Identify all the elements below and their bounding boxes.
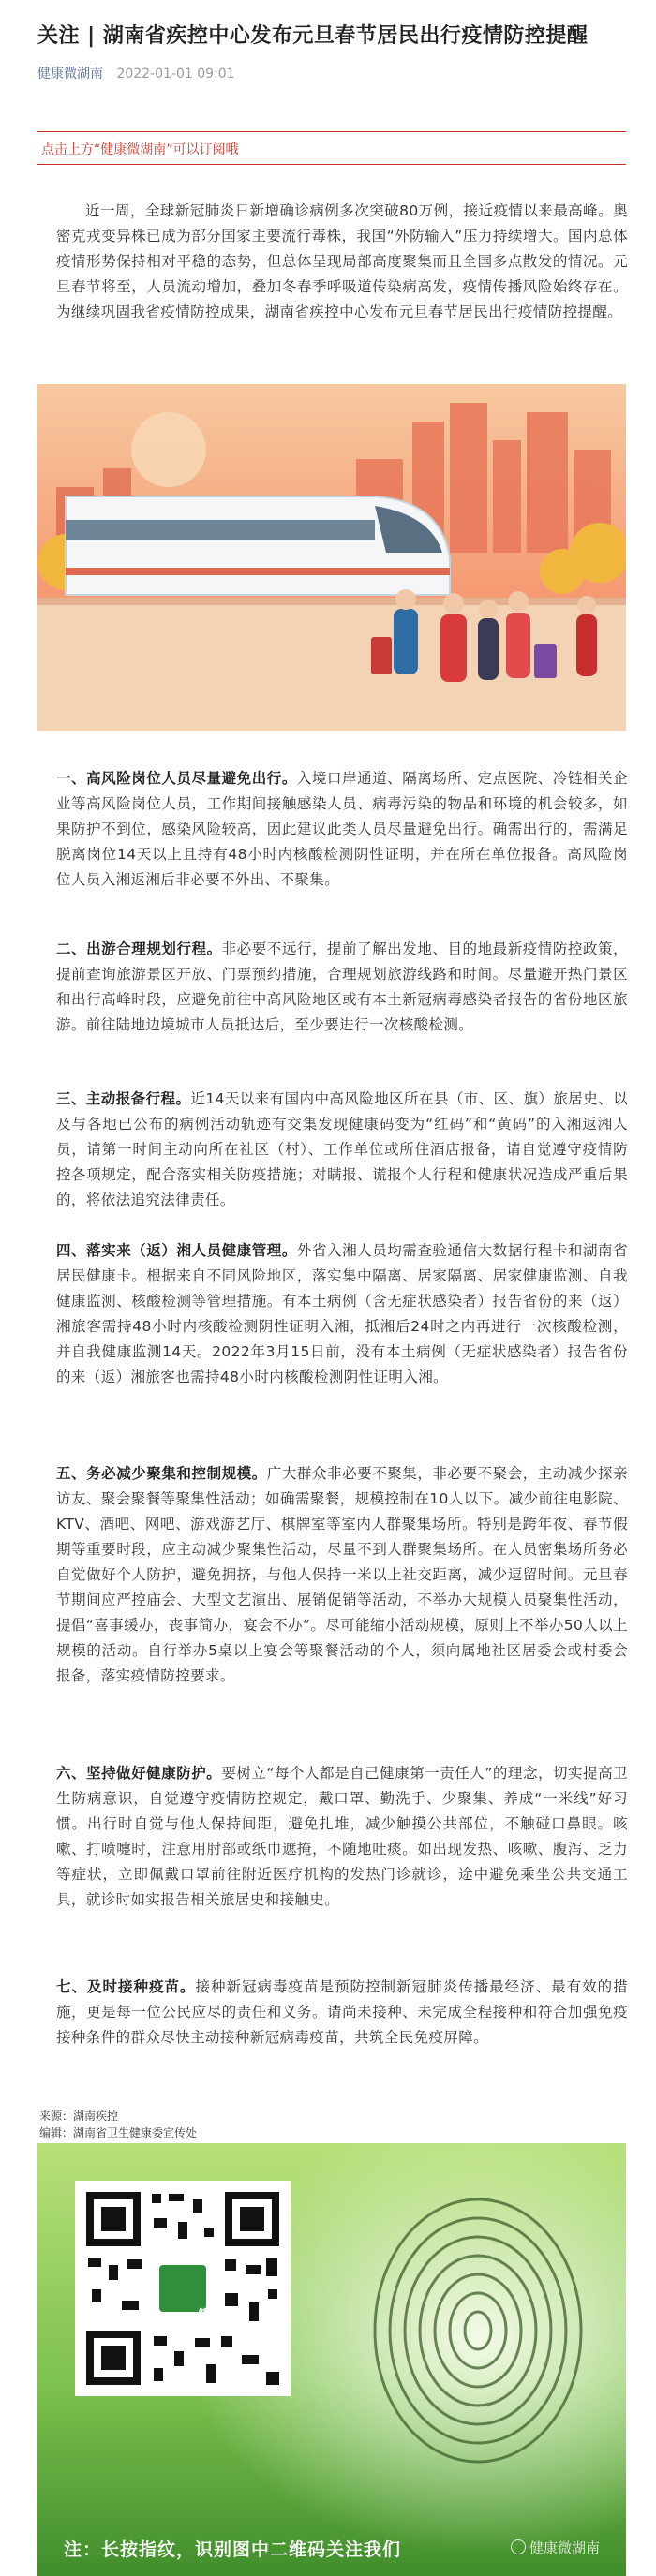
section-3 bbox=[56, 1087, 628, 1213]
section-7 bbox=[56, 1975, 628, 2050]
section-6-heading: 六、坚持做好健康防护。 bbox=[56, 1765, 222, 1782]
watermark-text: 健康微湖南 bbox=[529, 2539, 600, 2556]
section-2 bbox=[56, 937, 628, 1038]
editor-line: 编辑：湖南省卫生健康委宣传处 bbox=[39, 2126, 198, 2139]
intro-paragraph: 近一周，全球新冠肺炎日新增确诊病例多次突破80万例，接近疫情以来最高峰。奥密克戎变异株已成为部分国家主要流行毒株，我国“外防输入”压力持续增大。国内总体疫情形势保持相对平稳的态势，但总体呈现局部高度聚集而且全国多点散发的情况。元旦春节将至，人员流动增加，叠加冬春季呼吸道传染病高发，疫情传播风险始终存在。为继续巩固我省疫情防控成果，湖南省疾控中心发布元旦春节居民出行疫情防控提醒。 bbox=[56, 202, 628, 320]
section-2-body: 非必要不远行，提前了解出发地、目的地最新疫情防控政策，提前查询旅游景区开放、门票预约措施，合理规划旅游线路和时间。尽量避开热门景区和出行高峰时段，应避免前往中高风险地区或有本土新冠病毒感染者报告的省份地区旅游。前往陆地边境城市人员抵达后，至少要进行一次核酸检测。 bbox=[56, 940, 628, 1033]
section-4-heading: 四、落实来（返）湘人员健康管理。 bbox=[56, 1242, 297, 1259]
section-4-body: 外省入湘人员均需查验通信大数据行程卡和湖南省居民健康卡。根据来自不同风险地区，落实集中隔离、居家隔离、居家健康监测、自我健康监测、核酸检测等管理措施。有本土病例（含无症状感染者）报告省份的来（返）湘旅客需持48小时内核酸检测阴性证明入湘，抵湘后24时之内再进行一次核酸检测，并自我健康监测14天。2022年3月15日前，没有本土病例（无症状感染者）报告省份的来（返）湘旅客也需持48小时内核酸检测阴性证明入湘。 bbox=[56, 1242, 628, 1385]
section-7-heading: 七、及时接种疫苗。 bbox=[56, 1978, 196, 1995]
section-6 bbox=[56, 1761, 628, 1913]
qr-follow-banner bbox=[37, 2143, 626, 2576]
publish-date: 2022-01-01 09:01 bbox=[116, 67, 235, 81]
wechat-icon bbox=[511, 2539, 526, 2554]
section-3-body: 近14天以来有国内中高风险地区所在县（市、区、旗）旅居史、以及与各地已公布的病例活动轨迹有交集发现健康码变为“红码”和“黄码”的入湘返湘人员，请第一时间主动向所在社区（村）、工作单位或所住酒店报备，请自觉遵守疫情防控各项规定，配合落实相关防疫措施；对瞒报、谎报个人行程和健康状况造成严重后果的，将依法追究法律责任。 bbox=[56, 1090, 628, 1208]
subscribe-banner bbox=[37, 131, 626, 165]
section-4 bbox=[56, 1238, 628, 1390]
section-5-heading: 五、务必减少聚集和控制规模。 bbox=[56, 1465, 267, 1482]
qr-logo: 健康湖南 bbox=[197, 2307, 243, 2320]
section-6-body: 要树立“每个人都是自己健康第一责任人”的理念，切实提高卫生防病意识，自觉遵守疫情防控规定，戴口罩、勤洗手、少聚集、养成“一米线”好习惯。出行时自觉与他人保持间距，避免扎堆，减少触摸公共部位，不触碰口鼻眼。咳嗽、打喷嚏时，注意用肘部或纸巾遮掩，不随地吐痰。如出现发热、咳嗽、腹泻、乏力等症状，立即佩戴口罩前往附近医疗机构的发热门诊就诊，途中避免乘坐公共交通工具，就诊时如实报告相关旅居史和接触史。 bbox=[56, 1765, 629, 1908]
source-line: 来源：湖南疾控 bbox=[39, 2110, 119, 2123]
qr-caption: 注：长按指纹，识别图中二维码关注我们 bbox=[64, 2539, 402, 2560]
section-7-body: 接种新冠病毒疫苗是预防控制新冠肺炎传播最经济、最有效的措施，更是每一位公民应尽的责任和义务。请尚未接种、未完成全程接种和符合加强免疫接种条件的群众尽快主动接种新冠病毒疫苗，共筑全民免疫屏障。 bbox=[56, 1978, 628, 2046]
section-5 bbox=[56, 1461, 628, 1689]
article-title: 关注 | 湖南省疾控中心发布元旦春节居民出行疫情防控提醒 bbox=[37, 24, 589, 48]
train-station-illustration bbox=[37, 384, 626, 731]
section-2-heading: 二、出游合理规划行程。 bbox=[56, 940, 222, 957]
section-5-body: 广大群众非必要不聚集，非必要不聚会，主动减少探亲访友、聚会聚餐等聚集性活动；如确需聚餐，规模控制在10人以下。减少前往电影院、KTV、酒吧、网吧、游戏游艺厅、棋牌室等室内人群聚集场所。特别是跨年夜、春节假期等重要时段，应主动减少聚集性活动，尽量不到人群聚集场所。在人员密集场所务必自觉做好个人防护，避免拥挤，与他人保持一米以上社交距离，减少逗留时间。元旦春节期间应严控庙会、大型文艺演出、展销促销等活动，不举办大规模人员聚集性活动，提倡“喜事缓办，丧事简办，宴会不办”。尽可能缩小活动规模，原则上不举办50人以上规模的活动。自行举办5桌以上宴会等聚餐活动的个人，须向属地社区居委会或村委会报备，落实疫情防控要求。 bbox=[56, 1465, 628, 1684]
section-1-heading: 一、高风险岗位人员尽量避免出行。 bbox=[56, 770, 297, 787]
article-meta bbox=[37, 64, 235, 82]
section-1 bbox=[56, 766, 628, 893]
account-link[interactable]: 健康微湖南 bbox=[37, 67, 103, 81]
section-1-body: 入境口岸通道、隔离场所、定点医院、冷链相关企业等高风险岗位人员，工作期间接触感染人员、病毒污染的物品和环境的机会较多，如果防护不到位，感染风险较高，因此建议此类人员尽量避免出行。确需出行的，需满足脱离岗位14天以上且持有48小时内核酸检测阴性证明，并在所在单位报备。高风险岗位人员入湘返湘后非必要不外出、不聚集。 bbox=[56, 770, 628, 888]
section-3-heading: 三、主动报备行程。 bbox=[56, 1090, 191, 1107]
account-watermark bbox=[511, 2538, 600, 2557]
subscribe-hint[interactable]: 点击上方“健康微湖南”可以订阅哦 bbox=[41, 142, 239, 157]
